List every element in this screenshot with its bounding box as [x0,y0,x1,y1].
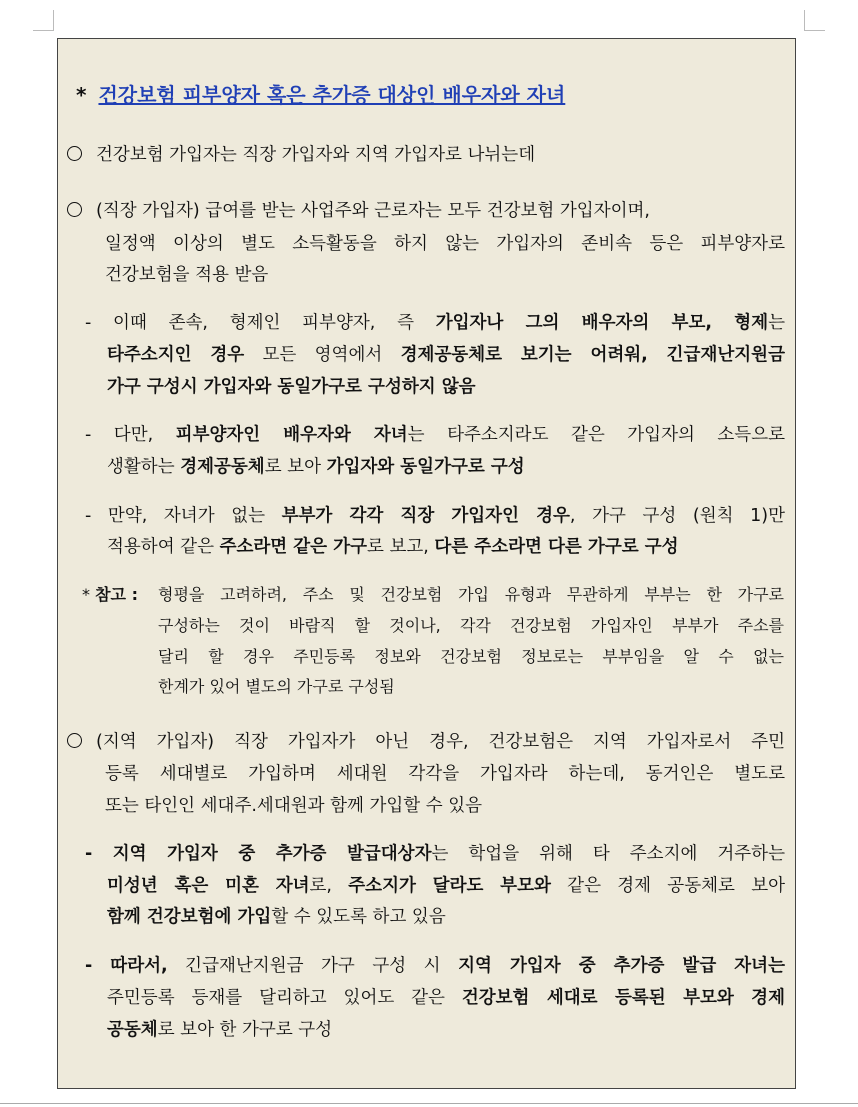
page-corner-mark [804,10,825,31]
b4-bold: 함께 건강보험에 가입 [107,907,272,927]
paragraph-2-line-1 [67,200,650,222]
bullet-3-line-2 [107,536,679,558]
p3-text: (지역 가입자) 직장 가입자가 아닌 경우, 건강보험은 지역 가입자로서 주민 [96,732,785,752]
paragraph-1 [67,144,535,166]
page-bottom-edge [0,1103,858,1104]
b1-text: - 이때 존속, 형제인 피부양자, 즉 [85,313,436,333]
b5-text: 로 보아 한 가구로 구성 [157,1020,333,1040]
b1-bold: 경제공동체로 보기는 어려워, 긴급재난지원금 [400,345,785,365]
b3-text: 로 보고, [367,537,435,557]
paragraph-3-line-1 [67,731,785,753]
bullet-4-line-2 [107,875,785,897]
b4-bold: 미성년 혹은 미혼 자녀 [107,876,310,896]
page-corner-mark [33,10,54,31]
bullet-1-line-1 [85,312,785,334]
b5-bold: 공동체 [107,1020,158,1040]
b2-text: 는 타주소지라도 같은 가입자의 소득으로 [407,425,786,445]
note-line-3: 달리 할 경우 주민등록 정보와 건강보험 정보로는 부부임을 알 수 없는 [158,647,784,666]
paragraph-2-line-2: 일정액 이상의 별도 소득활동을 하지 않는 가입자의 존비속 등은 피부양자로 [105,234,785,254]
b1-bold: 가입자나 그의 배우자의 부모, 형제 [435,313,769,333]
b5-bold: - 따라서, [85,956,168,976]
b4-bold: 주소지가 달라도 부모와 [348,876,551,896]
content-box [57,38,796,1089]
note-star: * [82,585,90,604]
b2-bold: 경제공동체 [180,457,265,477]
paragraph-3-line-2: 등록 세대별로 가입하며 세대원 각각을 가입자라 하는데, 동거인은 별도로 [105,764,785,784]
b4-text: 할 수 있도록 하고 있음 [271,907,446,927]
heading-title: 건강보험 피부양자 혹은 추가증 대상인 배우자와 자녀 [98,83,566,107]
b2-bold: 피부양자인 배우자와 자녀 [175,425,408,445]
b2-text: 로 보아 [264,457,327,477]
bullet-1-line-2 [107,344,785,366]
note-line-1: 형평을 고려하려, 주소 및 건강보험 가입 유형과 무관하게 부부는 한 가구로 [158,585,784,604]
circle-bullet-icon [67,146,82,161]
note-line-2: 구성하는 것이 바람직 할 것이나, 각각 건강보험 가입자인 부부가 주소를 [158,616,784,635]
paragraph-1-text: 건강보험 가입자는 직장 가입자와 지역 가입자로 나뉘는데 [96,145,536,165]
b4-bold: - 지역 가입자 중 추가증 발급대상자 [85,844,432,864]
b5-text: 긴급재난지원금 가구 구성 시 [167,956,459,976]
circle-bullet-icon [67,202,82,217]
b4-text: 로, [309,876,349,896]
b4-text: 같은 경제 공동체로 보아 [550,876,786,896]
note-label [82,584,138,606]
b3-bold: 주소라면 같은 가구 [219,537,367,557]
paragraph-2-line-3: 건강보험을 적용 받음 [105,265,269,285]
note-line-4: 한계가 있어 별도의 가구로 구성됨 [158,677,395,696]
b3-bold: 부부가 각각 직장 가입자인 경우 [281,506,570,526]
b3-text: 적용하여 같은 [107,537,220,557]
bullet-1-line-3: 가구 구성시 가입자와 동일가구로 구성하지 않음 [107,377,476,397]
bullet-5-line-1 [85,955,785,977]
paragraph-3-line-3: 또는 타인인 세대주.세대원과 함께 가입할 수 있음 [105,796,483,816]
b5-bold: 지역 가입자 중 추가증 발급 자녀는 [458,956,785,976]
b2-text: - 다만, [85,425,176,445]
bullet-5-line-2 [107,987,785,1009]
circle-bullet-icon [67,733,82,748]
bullet-4-line-3 [107,906,446,928]
bullet-3-line-1 [85,505,785,527]
bullet-5-line-3 [107,1019,332,1041]
bullet-2-line-2 [107,456,525,478]
b2-bold: 가입자와 동일가구로 구성 [326,457,525,477]
section-heading [76,84,565,106]
b2-text: 생활하는 [107,457,181,477]
b3-text: - 만약, 자녀가 없는 [85,506,282,526]
bullet-4-line-1 [85,843,785,865]
b5-text: 주민등록 등재를 달리하고 있어도 같은 [107,988,462,1008]
b1-text: 는 [768,313,785,333]
note-label-text: 참고 : [95,585,138,604]
p2-lead: (직장 가입자) 급여를 받는 [96,201,296,221]
b3-bold: 다른 주소라면 다른 가구로 구성 [434,537,679,557]
b1-text: 모든 영역에서 [244,345,401,365]
heading-star: * [76,83,87,107]
b5-bold: 건강보험 세대로 등록된 부모와 경제 [461,988,785,1008]
p2-rest: 사업주와 근로자는 모두 건강보험 가입자이며, [295,201,650,221]
b3-text: , 가구 구성 (원칙 1)만 [569,506,786,526]
b4-text: 는 학업을 위해 타 주소지에 거주하는 [431,844,785,864]
b1-bold: 타주소지인 경우 [107,345,245,365]
bullet-2-line-1 [85,424,785,446]
